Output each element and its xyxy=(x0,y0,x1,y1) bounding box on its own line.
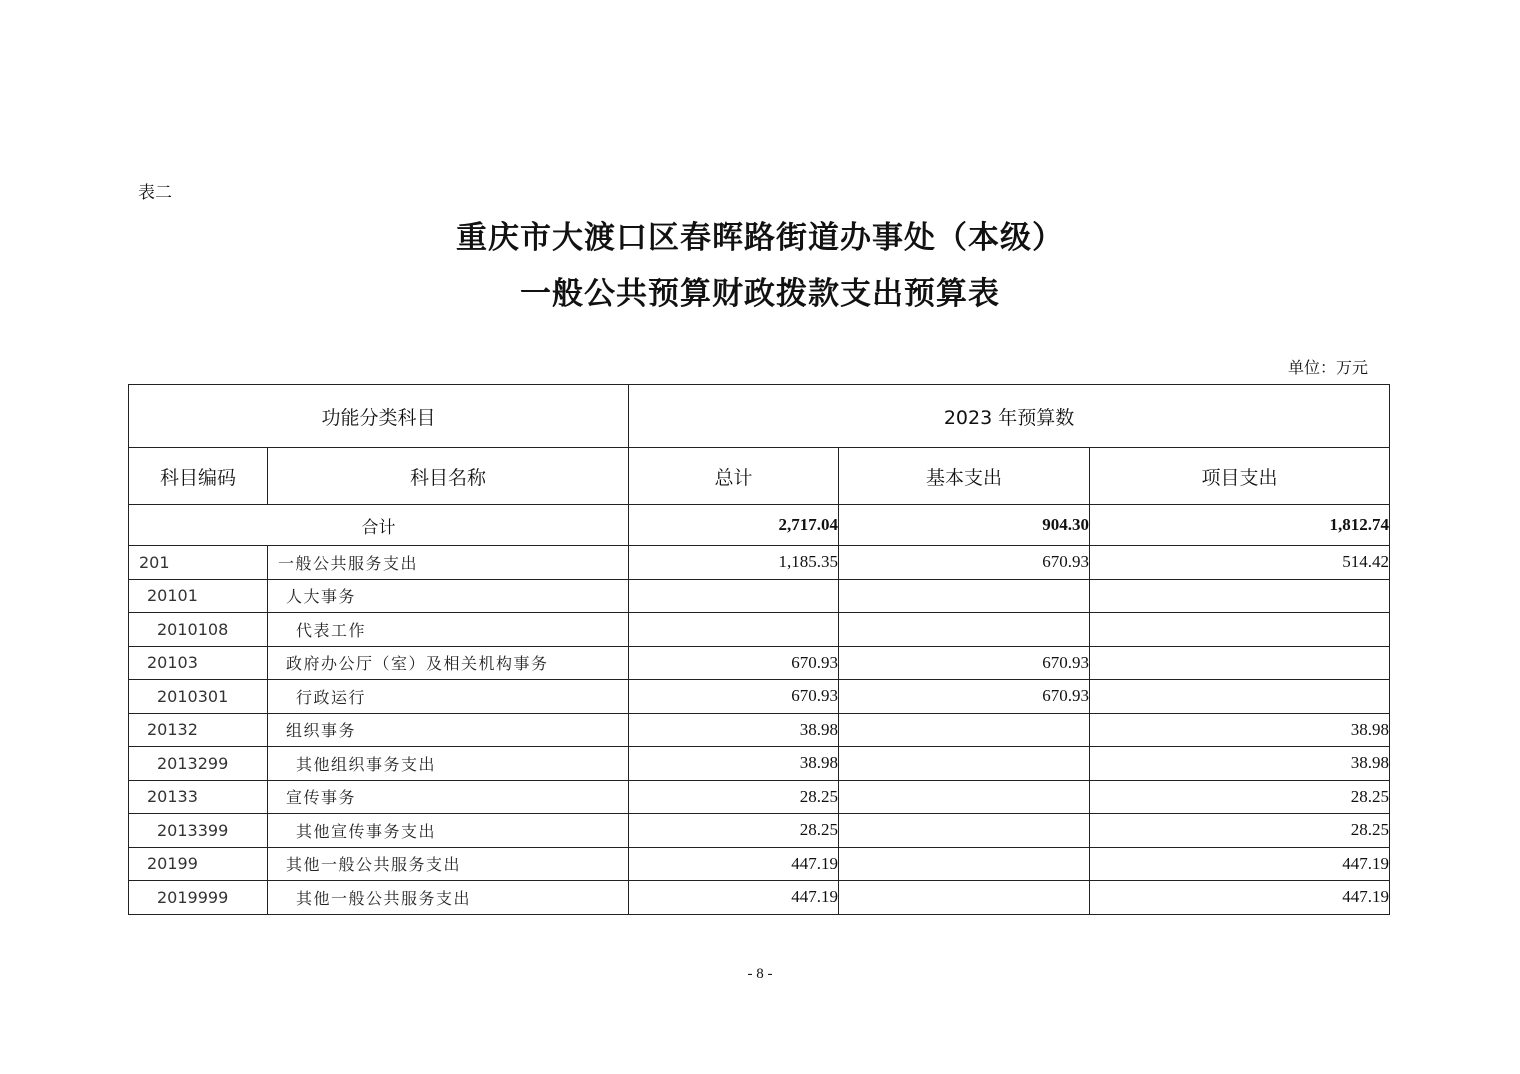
header-name: 科目名称 xyxy=(268,448,629,505)
row-basic xyxy=(839,780,1090,814)
row-name: 其他一般公共服务支出 xyxy=(268,847,629,881)
row-project xyxy=(1090,646,1390,680)
header-code: 科目编码 xyxy=(129,448,268,505)
row-name: 其他一般公共服务支出 xyxy=(268,881,629,915)
table-row xyxy=(129,579,1390,613)
row-name: 行政运行 xyxy=(268,680,629,714)
row-total: 670.93 xyxy=(629,646,839,680)
row-basic: 670.93 xyxy=(839,646,1090,680)
row-code: 2010108 xyxy=(129,613,268,647)
row-project xyxy=(1090,680,1390,714)
row-code: 20133 xyxy=(129,780,268,814)
page-number: - 8 - xyxy=(747,966,773,982)
row-basic: 670.93 xyxy=(839,546,1090,580)
total-total: 2,717.04 xyxy=(629,505,839,546)
total-row xyxy=(129,505,1390,546)
row-code: 20199 xyxy=(129,847,268,881)
row-total: 38.98 xyxy=(629,747,839,781)
row-code: 201 xyxy=(129,546,268,580)
total-label: 合计 xyxy=(129,505,629,546)
row-name: 代表工作 xyxy=(268,613,629,647)
row-basic xyxy=(839,881,1090,915)
row-code: 2013399 xyxy=(129,814,268,848)
row-name: 一般公共服务支出 xyxy=(268,546,629,580)
row-basic xyxy=(839,579,1090,613)
row-project: 447.19 xyxy=(1090,881,1390,915)
row-total: 670.93 xyxy=(629,680,839,714)
row-total: 447.19 xyxy=(629,881,839,915)
row-basic xyxy=(839,613,1090,647)
table-row xyxy=(129,814,1390,848)
row-code: 20103 xyxy=(129,646,268,680)
document-title-line1: 重庆市大渡口区春晖路街道办事处（本级） xyxy=(456,220,1064,256)
row-name: 其他组织事务支出 xyxy=(268,747,629,781)
document-title-line2: 一般公共预算财政拨款支出预算表 xyxy=(520,276,1000,312)
table-row xyxy=(129,680,1390,714)
row-code: 20101 xyxy=(129,579,268,613)
table-row xyxy=(129,646,1390,680)
header-basic: 基本支出 xyxy=(839,448,1090,505)
row-total xyxy=(629,613,839,647)
row-project: 514.42 xyxy=(1090,546,1390,580)
row-total: 447.19 xyxy=(629,847,839,881)
row-total: 38.98 xyxy=(629,713,839,747)
unit-label: 单位：万元 xyxy=(1288,358,1369,377)
header-project: 项目支出 xyxy=(1090,448,1390,505)
table-row xyxy=(129,881,1390,915)
row-project xyxy=(1090,579,1390,613)
row-total: 28.25 xyxy=(629,814,839,848)
row-name: 人大事务 xyxy=(268,579,629,613)
table-row xyxy=(129,546,1390,580)
row-project: 447.19 xyxy=(1090,847,1390,881)
row-name: 政府办公厅（室）及相关机构事务 xyxy=(268,646,629,680)
total-project: 1,812.74 xyxy=(1090,505,1390,546)
row-total: 1,185.35 xyxy=(629,546,839,580)
table-row xyxy=(129,713,1390,747)
row-name: 其他宣传事务支出 xyxy=(268,814,629,848)
table-row xyxy=(129,613,1390,647)
row-total: 28.25 xyxy=(629,780,839,814)
row-total xyxy=(629,579,839,613)
row-project: 28.25 xyxy=(1090,780,1390,814)
table-row xyxy=(129,747,1390,781)
row-basic xyxy=(839,747,1090,781)
table-label: 表二 xyxy=(138,183,172,203)
row-basic xyxy=(839,713,1090,747)
row-code: 2010301 xyxy=(129,680,268,714)
row-project xyxy=(1090,613,1390,647)
row-code: 2013299 xyxy=(129,747,268,781)
row-basic xyxy=(839,814,1090,848)
table-row xyxy=(129,780,1390,814)
header-budget-year: 2023 年预算数 xyxy=(629,385,1390,448)
row-project: 38.98 xyxy=(1090,747,1390,781)
table-row xyxy=(129,847,1390,881)
row-project: 38.98 xyxy=(1090,713,1390,747)
row-code: 2019999 xyxy=(129,881,268,915)
header-functional-classification: 功能分类科目 xyxy=(129,385,629,448)
header-total: 总计 xyxy=(629,448,839,505)
row-project: 28.25 xyxy=(1090,814,1390,848)
row-code: 20132 xyxy=(129,713,268,747)
row-basic: 670.93 xyxy=(839,680,1090,714)
budget-table xyxy=(128,384,1390,915)
total-basic: 904.30 xyxy=(839,505,1090,546)
row-name: 宣传事务 xyxy=(268,780,629,814)
row-basic xyxy=(839,847,1090,881)
row-name: 组织事务 xyxy=(268,713,629,747)
